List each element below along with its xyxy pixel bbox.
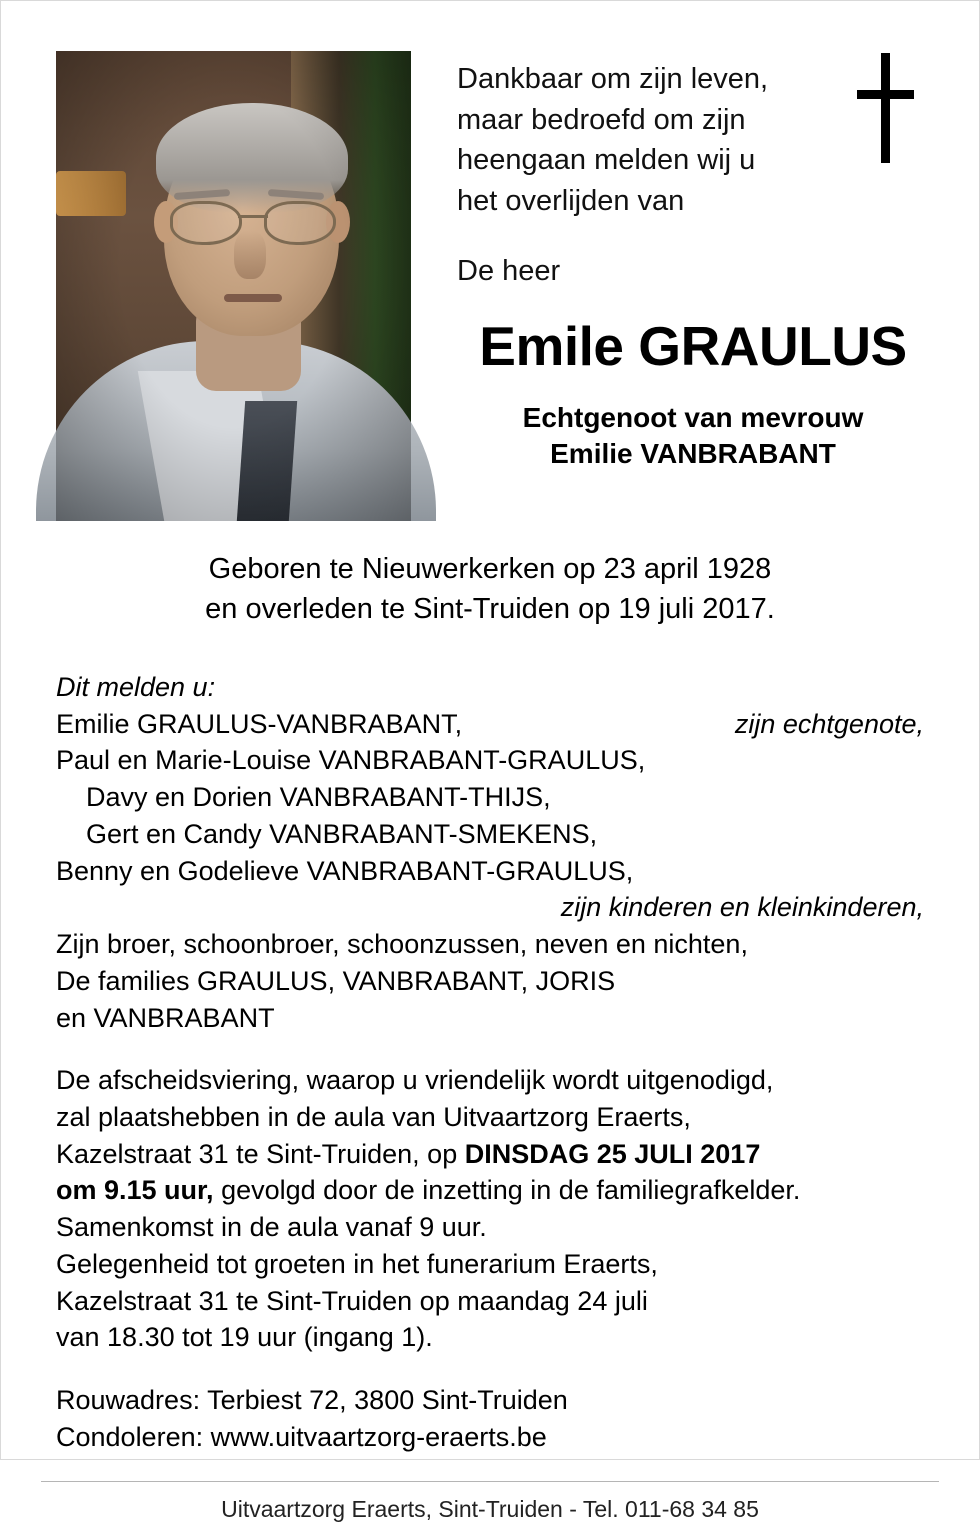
relatives-line-3: en VANBRABANT — [56, 1002, 275, 1033]
family-name-3: Gert en Candy VANBRABANT-SMEKENS, — [86, 818, 598, 849]
ceremony-line-4-rest: gevolgd door de inzetting in de familiegrafkelder. — [213, 1175, 801, 1206]
ceremony-block — [56, 1062, 924, 1356]
family-name-1: Paul en Marie-Louise VANBRABANT-GRAULUS, — [56, 745, 646, 776]
spacer — [56, 1036, 924, 1062]
list-item — [56, 816, 924, 853]
card-header — [1, 1, 979, 521]
family-name-2: Davy en Dorien VANBRABANT-THIJS, — [86, 782, 551, 813]
spouse-name: Emilie VANBRABANT — [550, 438, 836, 470]
announce-label: Dit melden u: — [56, 672, 216, 703]
relatives-block — [56, 926, 924, 1036]
family-list — [56, 706, 924, 926]
spouse-block — [457, 400, 939, 472]
ceremony-date: DINSDAG 25 JULI 2017 — [464, 1138, 761, 1169]
ceremony-line-5: Samenkomst in de aula vanaf 9 uur. — [56, 1212, 487, 1243]
intro-line-2: maar bedroefd om zijn — [457, 103, 746, 136]
ceremony-line-3-prefix: Kazelstraat 31 te Sint-Truiden, op — [56, 1138, 465, 1169]
ceremony-line-7: Kazelstraat 31 te Sint-Truiden op maandag 24 juli — [56, 1285, 648, 1316]
cross-icon — [853, 53, 919, 163]
cross-horizontal — [857, 90, 914, 99]
footer-text: Uitvaartzorg Eraerts, Sint-Truiden - Tel. 011-68 34 85 — [221, 1496, 759, 1523]
relatives-line-1: Zijn broer, schoonbroer, schoonzussen, neven en nichten, — [56, 929, 748, 960]
birth-death-block — [1, 549, 979, 629]
children-note: zijn kinderen en kleinkinderen, — [560, 892, 924, 923]
list-item — [56, 706, 924, 743]
ceremony-line-1: De afscheidsviering, waarop u vriendelijk wordt uitgenodigd, — [56, 1065, 774, 1096]
family-name-4: Benny en Godelieve VANBRABANT-GRAULUS, — [56, 855, 634, 886]
ceremony-line-4 — [56, 1172, 924, 1209]
contact-block — [56, 1382, 924, 1455]
spacer — [56, 1356, 924, 1382]
intro-line-4: het overlijden van — [457, 184, 685, 217]
relatives-line-2: De families GRAULUS, VANBRABANT, JORIS — [56, 965, 616, 996]
list-item — [56, 853, 924, 890]
deceased-name: Emile GRAULUS — [479, 315, 907, 378]
family-name-0: Emilie GRAULUS-VANBRABANT, — [56, 708, 463, 739]
card-body — [1, 669, 979, 1455]
cross-vertical — [881, 53, 890, 163]
ceremony-line-8: van 18.30 tot 19 uur (ingang 1). — [56, 1322, 433, 1353]
photo-vignette — [56, 51, 411, 521]
ceremony-time: om 9.15 uur, — [56, 1175, 214, 1206]
intro-line-1: Dankbaar om zijn leven, — [457, 63, 769, 95]
condolences-link[interactable]: Condoleren: www.uitvaartzorg-eraerts.be — [56, 1421, 547, 1452]
list-item — [56, 742, 924, 779]
death-line: en overleden te Sint-Truiden op 19 juli 2017. — [205, 593, 775, 626]
ceremony-line-3 — [56, 1136, 924, 1173]
portrait-photo — [56, 51, 411, 521]
salutation: De heer — [457, 255, 561, 288]
spouse-label: Echtgenoot van mevrouw — [522, 402, 864, 434]
family-note-0: zijn echtgenote, — [734, 708, 924, 739]
list-item — [56, 779, 924, 816]
birth-line: Geboren te Nieuwerkerken op 23 april 1928 — [208, 553, 772, 585]
mourning-address: Rouwadres: Terbiest 72, 3800 Sint-Truiden — [56, 1384, 568, 1415]
ceremony-line-6: Gelegenheid tot groeten in het funerarium Eraerts, — [56, 1248, 658, 1279]
intro-line-3: heengaan melden wij u — [457, 144, 756, 177]
ceremony-line-2: zal plaatshebben in de aula van Uitvaartzorg Eraerts, — [56, 1101, 691, 1132]
